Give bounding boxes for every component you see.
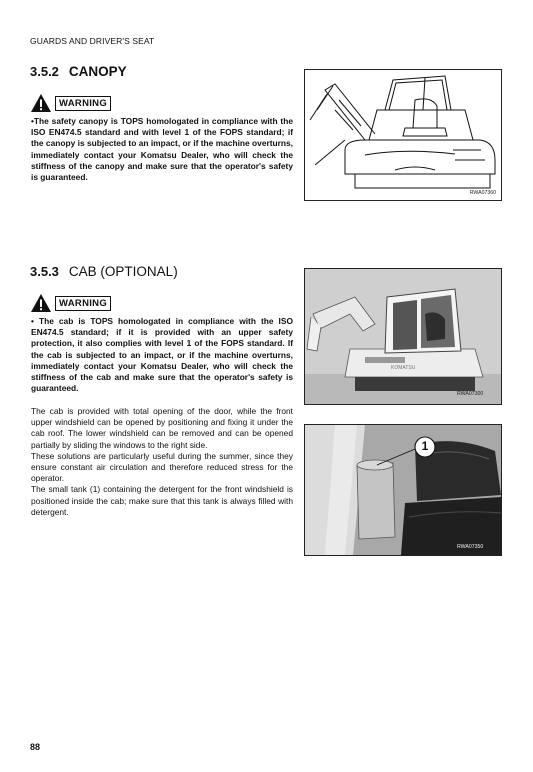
cab-warning-text: • The cab is TOPS homologated in compliance with the ISO EN474.5 standard; if it is provided with an upper safety protection, it also complies with level 1 of the FOPS standard. If the cab is subjected to an impact, or if the machine overturns, immediately contact your Komatsu Dealer, who will check the stiffness of the cab and make sure that the operator's safety is guaranteed. <box>31 316 293 394</box>
section-heading: CAB (OPTIONAL) <box>68 264 178 279</box>
figure-id: RWA07350 <box>457 544 484 550</box>
warning-triangle-icon <box>30 93 52 113</box>
page-number: 88 <box>30 742 41 752</box>
section-title-canopy <box>30 64 127 79</box>
warning-box-cab <box>30 293 111 313</box>
canopy-figure <box>304 69 502 201</box>
warning-label: WARNING <box>55 296 111 311</box>
svg-text:KOMATSU: KOMATSU <box>391 365 416 371</box>
cab-paragraph-1: The cab is provided with total opening of the door, while the front upper windshield can be opened by positioning and fixing it under the cab roof. The lower windshield can be removed and can be opened partially by sliding the windows to the right side. <box>31 406 293 450</box>
canopy-illustration <box>305 70 501 200</box>
section-number: 3.5.3 <box>30 264 59 279</box>
warning-box-canopy <box>30 93 111 113</box>
section-heading: CANOPY <box>68 64 127 79</box>
cab-photo <box>304 268 502 405</box>
tank-photo <box>304 424 502 556</box>
figure-id: RWA07360 <box>469 190 496 196</box>
callout-number: 1 <box>421 439 429 453</box>
warning-label: WARNING <box>55 96 111 111</box>
cab-paragraph-2: These solutions are particularly useful during the summer, since they ensure constant air circulation and therefore reduced stress for the operator. <box>31 450 293 484</box>
tank-photo-image <box>305 425 501 555</box>
cab-photo-image <box>305 269 501 404</box>
cab-body-text <box>31 406 293 518</box>
canopy-warning-text: •The safety canopy is TOPS homologated in compliance with the ISO EN474.5 standard and with level 1 of the FOPS standard; if the canopy is subjected to an impact, or if the machine overturns, immediately contact your Komatsu Dealer, who will check the stiffness of the canopy and make sure that the operator's safety is guaranteed. <box>31 116 293 183</box>
cab-paragraph-3: The small tank (1) containing the detergent for the front windshield is positioned inside the cab; make sure that this tank is always filled with detergent. <box>31 484 293 517</box>
section-number: 3.5.2 <box>30 64 59 79</box>
running-head: GUARDS AND DRIVER'S SEAT <box>30 36 155 46</box>
figure-id: RWA07300 <box>457 391 484 397</box>
section-title-cab <box>30 264 178 279</box>
warning-triangle-icon <box>30 293 52 313</box>
